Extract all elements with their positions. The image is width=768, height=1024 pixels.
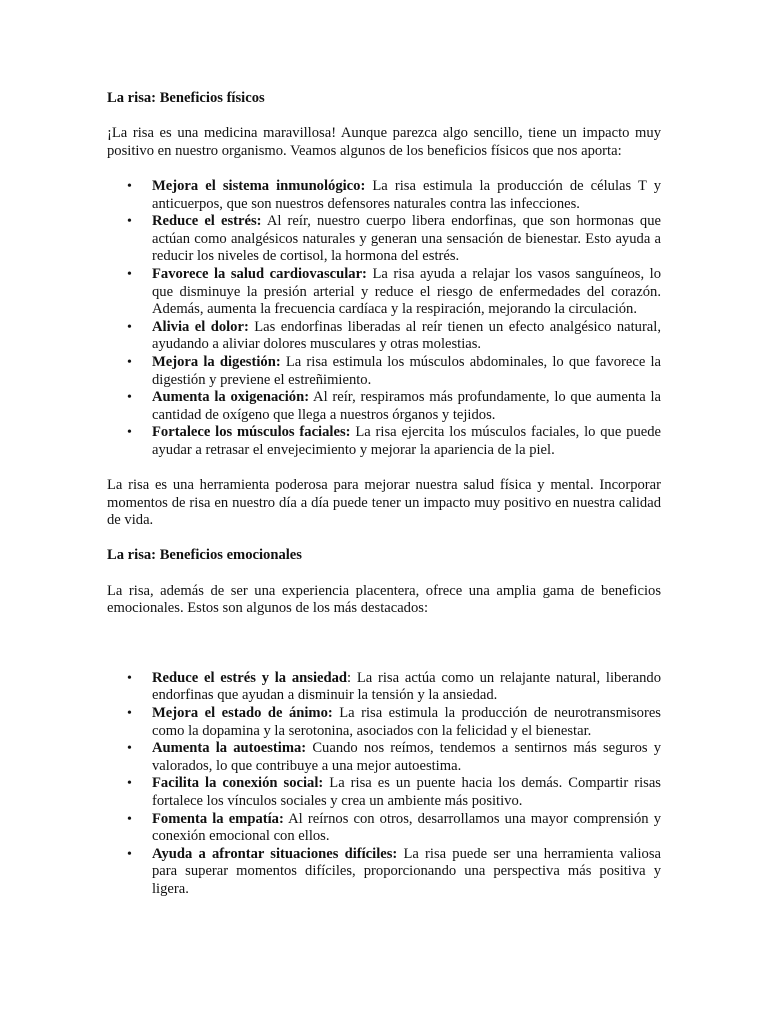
list-item: • Mejora la digestión: La risa estimula los músculos abdominales, lo que favorece la digestión y previene el estreñimiento. <box>127 353 661 388</box>
bullet-icon: • <box>127 846 132 862</box>
closing-physical: La risa es una herramienta poderosa para mejorar nuestra salud física y mental. Incorporar momentos de risa en nuestro día a día puede tener un impacto muy positivo en nuestra calidad de vida. <box>107 477 661 529</box>
document-body <box>107 90 661 899</box>
bullet-icon: • <box>127 266 132 282</box>
bullet-icon: • <box>127 354 132 370</box>
list-item: • Facilita la conexión social: La risa es un puente hacia los demás. Compartir risas fortalece los vínculos sociales y crea un ambiente más positivo. <box>127 775 661 809</box>
bullet-icon: • <box>127 214 132 230</box>
section-title-emotional: La risa: Beneficios emocionales <box>107 547 302 564</box>
bullet-icon: • <box>127 811 132 827</box>
bullet-icon: • <box>127 425 132 441</box>
list-item: • Mejora el sistema inmunológico: La risa estimula la producción de células T y anticuerpos, que son nuestros defensores naturales contra las infecciones. <box>127 177 662 212</box>
intro-emotional: La risa, además de ser una experiencia placentera, ofrece una amplia gama de beneficios emocionales. Estos son algunos de los más destacados: <box>107 582 661 617</box>
list-item: • Fortalece los músculos faciales: La risa ejercita los músculos faciales, lo que puede ayudar a retrasar el envejecimiento y mejorar la apariencia de la piel. <box>127 424 661 458</box>
intro-physical: ¡La risa es una medicina maravillosa! Aunque parezca algo sencillo, tiene un impacto muy positivo en nuestro organismo. Veamos algunos de los beneficios físicos que nos aporta: <box>107 125 661 159</box>
bullet-icon: • <box>127 706 132 721</box>
bullet-icon: • <box>127 670 132 686</box>
list-item: • Aumenta la oxigenación: Al reír, respiramos más profundamente, lo que aumenta la cantidad de oxígeno que llega a nuestros órganos y tejidos. <box>127 389 661 423</box>
list-item: • Fomenta la empatía: Al reírnos con otros, desarrollamos una mayor comprensión y conexión emocional con ellos. <box>127 810 661 845</box>
section-title-physical: La risa: Beneficios físicos <box>107 90 265 106</box>
bullet-icon: • <box>127 390 132 406</box>
bullet-icon: • <box>127 319 132 335</box>
bullet-icon: • <box>127 741 132 757</box>
list-item: • Aumenta la autoestima: Cuando nos reímos, tendemos a sentirnos más seguros y valorados, lo que contribuye a una mejor autoestima. <box>127 740 662 774</box>
bullet-icon: • <box>127 776 132 792</box>
list-item: • Favorece la salud cardiovascular: La risa ayuda a relajar los vasos sanguíneos, lo que disminuye la presión arterial y reduce el riesgo de enfermedades del corazón. Además, aumenta la frecuencia cardíaca y la respiración, mejorando la circulación. <box>127 265 661 318</box>
bullet-icon: • <box>127 178 132 194</box>
list-item: • Reduce el estrés: Al reír, nuestro cuerpo libera endorfinas, que son hormonas que actúan como analgésicos naturales y generan una sensación de bienestar. Esto ayuda a reducir los niveles de cortisol, la hormona del estrés. <box>127 213 661 265</box>
emotional-benefits-list <box>107 670 661 899</box>
list-item: • Alivia el dolor: Las endorfinas liberadas al reír tienen un efecto analgésico natural, ayudando a aliviar dolores musculares y otras molestias. <box>127 318 661 353</box>
physical-benefits-list <box>107 178 661 460</box>
list-item: • Mejora el estado de ánimo: La risa estimula la producción de neurotransmisores como la dopamina y la serotonina, asociados con la felicidad y el bienestar. <box>127 705 661 739</box>
list-item: • Reduce el estrés y la ansiedad: La risa actúa como un relajante natural, liberando endorfinas que ayudan a disminuir la tensión y la ansiedad. <box>127 669 661 704</box>
list-item: • Ayuda a afrontar situaciones difíciles: La risa puede ser una herramienta valiosa para superar momentos difíciles, proporcionando una perspectiva más positiva y ligera. <box>127 845 661 897</box>
